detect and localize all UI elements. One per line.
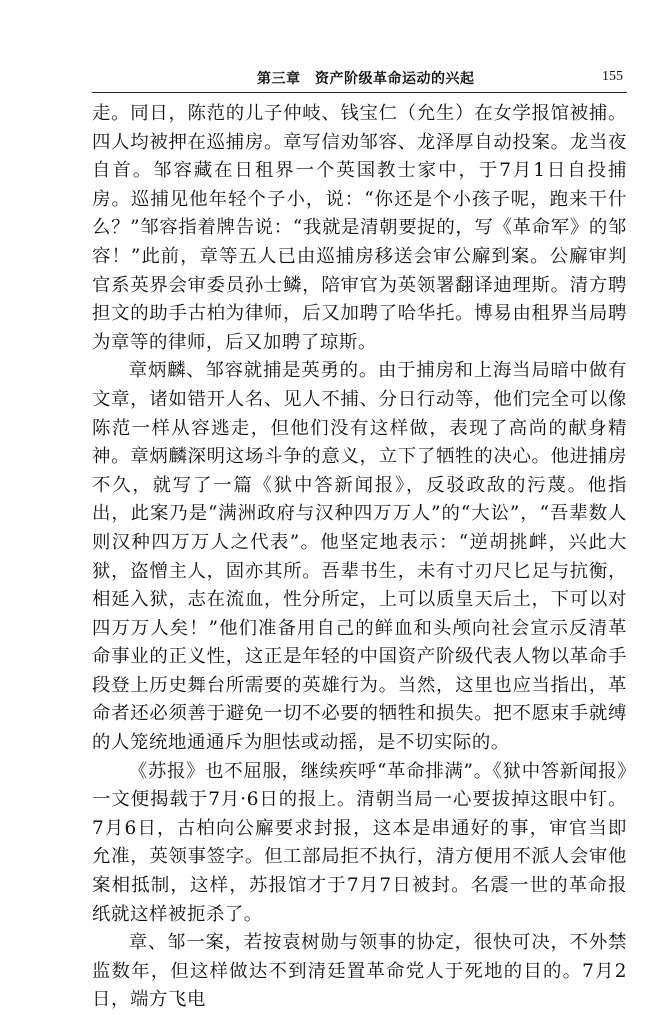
body-text [92,100,627,1015]
chapter-title: 第三章 资产阶级革命运动的兴起 [257,71,475,87]
paragraph: 章炳麟、邹容就捕是英勇的。由于捕房和上海当局暗中做有文章，诸如错开人名、见人不捕、分日行动等，他们完全可以像陈范一样从容逃走，但他们没有这样做，表现了高尚的献身精神。章炳麟深明这场斗争的意义，立下了牺牲的决心。他进捕房不久，就写了一篇《狱中答新闻报》，反驳政敌的污蔑。他指出，此案乃是“满洲政府与汉种四万万人”的“大讼”，“吾辈数人则汉种四万万人之代表”。他坚定地表示：“逆胡挑衅，兴此大狱，盗憎主人，固亦其所。吾辈书生，未有寸刃尺匕足与抗衡，相延入狱，志在流血，性分所定，上可以质皇天后土，下可以对四万万人矣！”他们准备用自己的鲜血和头颅向社会宣示反清革命事业的正义性，这正是年轻的中国资产阶级代表人物以革命手段登上历史舞台所需要的英雄行为。当然，这里也应当指出，革命者还必须善于避免一切不必要的牺牲和损失。把不愿束手就缚的人笼统地通通斥为胆怯或动摇，是不切实际的。 [92,360,627,754]
page-number: 155 [602,69,623,84]
paragraph: 章、邹一案，若按袁树勋与领事的协定，很快可决，不外禁监数年，但这样做达不到清廷置革命党人于死地的目的。7月2日，端方飞电 [92,932,627,1011]
running-header [92,66,627,93]
paragraph-continuation: 走。同日，陈范的儿子仲岐、钱宝仁（允生）在女学报馆被捕。四人均被押在巡捕房。章写信劝邹容、龙泽厚自动投案。龙当夜自首。邹容藏在日租界一个英国教士家中，于7月1日自投捕房。巡捕见他年轻个子小，说：“你还是个小孩子呢，跑来干什么？”邹容指着牌告说：“我就是清朝要捉的，写《革命军》的邹容！”此前，章等五人已由巡捕房移送会审公廨到案。公廨审判官系英界会审委员孙士鳞，陪审官为英领署翻译迪理斯。清方聘担文的助手古柏为律师，后又加聘了哈华托。博易由租界当局聘为章等的律师，后又加聘了琼斯。 [92,103,627,353]
paragraph: 《苏报》也不屈服，继续疾呼“革命排满”。《狱中答新闻报》一文便揭载于7月·6日的报上。清朝当局一心要拔掉这眼中钉。7月6日，古柏向公廨要求封报，这本是串通好的事，审官当即允准，英领事签字。但工部局拒不执行，清方便用不派人会审他案相抵制，这样，苏报馆才于7月7日被封。名震一世的革命报纸就这样被扼杀了。 [92,760,627,925]
